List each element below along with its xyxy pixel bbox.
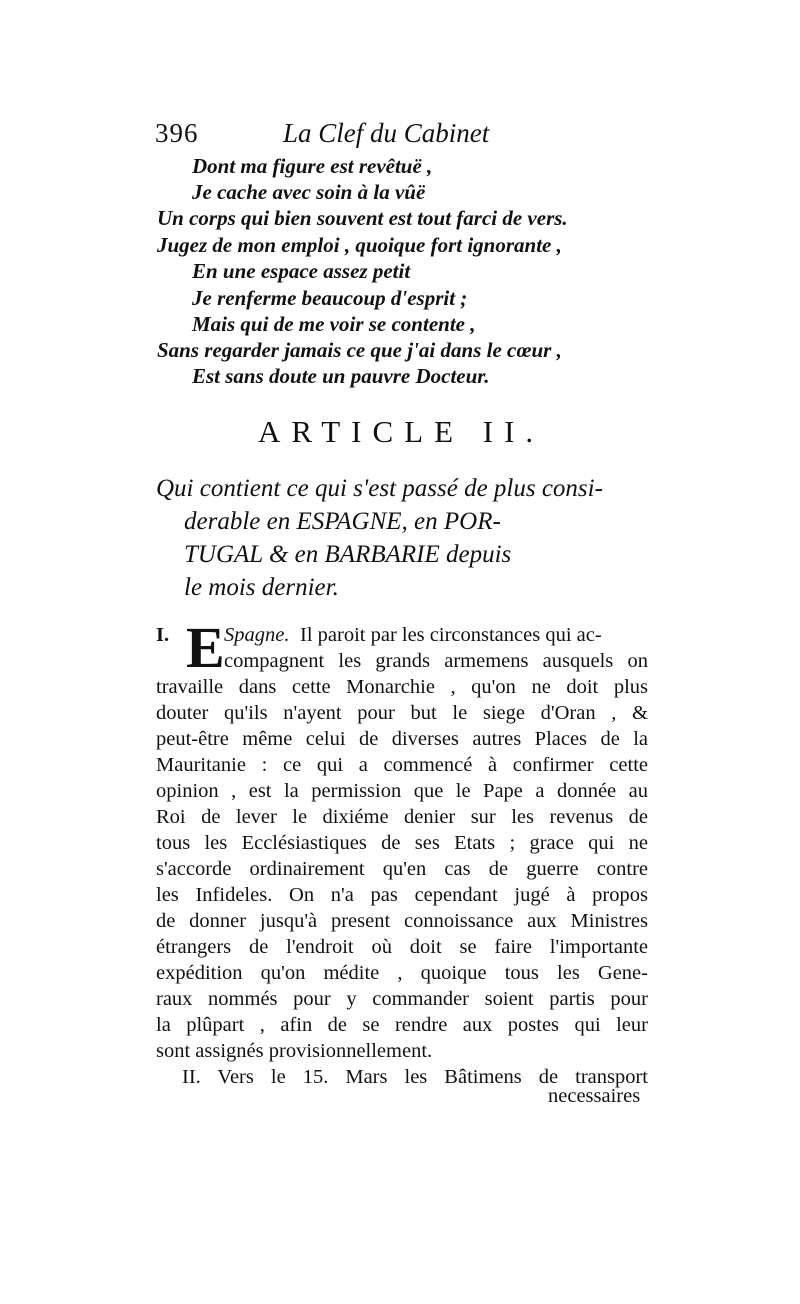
first-line-rest: Il paroit par les circonstances qui ac- bbox=[300, 624, 602, 646]
verse-line: Un corps qui bien souvent est tout farci de vers. bbox=[157, 206, 568, 230]
body-line: Roi de lever le dixiéme denier sur les revenus de bbox=[156, 806, 648, 828]
page-number: 396 bbox=[155, 118, 199, 148]
running-head bbox=[155, 118, 555, 158]
article-heading: ARTICLE II. bbox=[258, 414, 545, 449]
first-word: Spagne. bbox=[224, 624, 290, 646]
summary-line: derable en ESPAGNE, en POR- bbox=[184, 508, 501, 535]
verse-line: Est sans doute un pauvre Docteur. bbox=[192, 364, 490, 388]
body-line: douter qu'ils n'ayent pour but le siege d'Oran , & bbox=[156, 702, 648, 724]
running-title: La Clef du Cabinet bbox=[283, 118, 490, 148]
body-line: raux nommés pour y commander soient partis pour bbox=[156, 988, 648, 1010]
verse-line: Dont ma figure est revêtuë , bbox=[192, 154, 433, 178]
body-line: de donner jusqu'à present connoissance aux Ministres bbox=[156, 910, 648, 932]
body-line: Mauritanie : ce qui a commencé à confirmer cette bbox=[156, 754, 648, 776]
verse-line: Je cache avec soin à la vûë bbox=[192, 180, 426, 204]
catchword: necessaires bbox=[548, 1085, 641, 1107]
body-line: opinion , est la permission que le Pape a donnée au bbox=[156, 780, 648, 802]
body-line: s'accorde ordinairement qu'en cas de guerre contre bbox=[156, 858, 648, 880]
summary-line: TUGAL & en BARBARIE depuis bbox=[184, 541, 512, 568]
body-line-section-two: II. Vers le 15. Mars les Bâtimens de transport bbox=[182, 1066, 648, 1088]
body-line: travaille dans cette Monarchie , qu'on ne doit plus bbox=[156, 676, 648, 698]
drop-cap: E bbox=[186, 615, 225, 680]
body-line: compagnent les grands armemens ausquels on bbox=[224, 650, 648, 672]
verse-line: Mais qui de me voir se contente , bbox=[192, 312, 476, 336]
verse-line: Sans regarder jamais ce que j'ai dans le cœur , bbox=[157, 338, 562, 362]
verse-line: Jugez de mon emploi , quoique fort ignorante , bbox=[157, 233, 562, 257]
body-line: sont assignés provisionnellement. bbox=[156, 1040, 433, 1062]
verse-line: Je renferme beaucoup d'esprit ; bbox=[192, 286, 468, 310]
section-number: I. bbox=[156, 624, 170, 646]
verse-line: En une espace assez petit bbox=[192, 259, 411, 283]
body-line: la plûpart , afin de se rendre aux postes qui leur bbox=[156, 1014, 648, 1036]
summary-line: le mois dernier. bbox=[184, 574, 339, 601]
body-line: tous les Ecclésiastiques de ses Etats ; grace qui ne bbox=[156, 832, 648, 854]
body-line: étrangers de l'endroit où doit se faire l'importante bbox=[156, 936, 648, 958]
body-line: peut-être même celui de diverses autres Places de la bbox=[156, 728, 648, 750]
summary-line: Qui contient ce qui s'est passé de plus consi- bbox=[156, 475, 603, 502]
body-line: expédition qu'on médite , quoique tous les Gene- bbox=[156, 962, 648, 984]
body-line: les Infideles. On n'a pas cependant jugé à propos bbox=[156, 884, 648, 906]
